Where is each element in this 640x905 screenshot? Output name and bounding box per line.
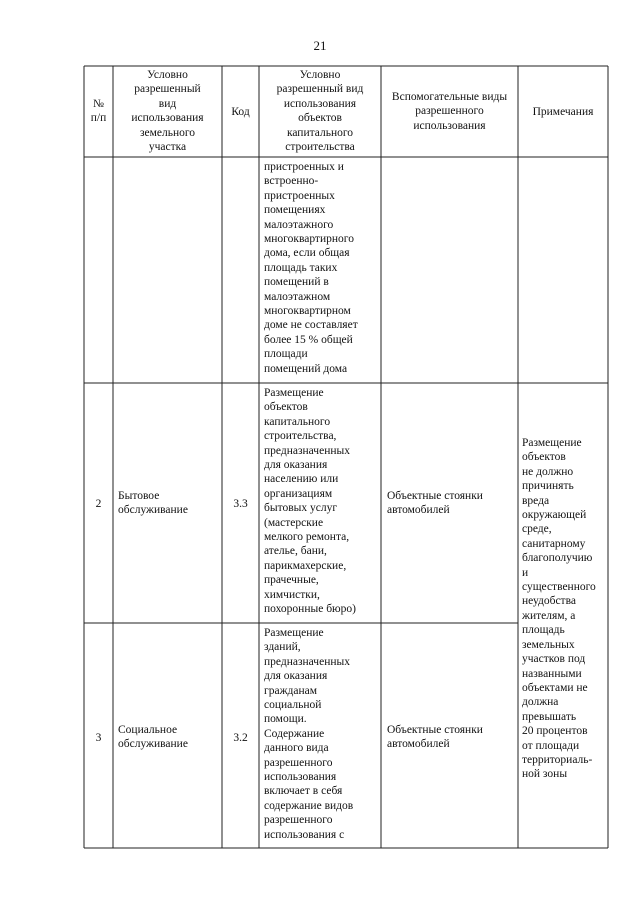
header-conditional-land-use: Условно разрешенный вид использования земельного участка (131, 69, 204, 154)
row3-num: 3 (95, 732, 102, 744)
row1-capital-use: пристроенных и встроенно- пристроенных помещениях малоэтажного многоквартирного дома, если общая площадь таких помещений в малоэтажном многоквартирном доме не составляет более 15 % общей площади помещений дома (264, 161, 358, 375)
page-number: 21 (313, 38, 327, 53)
row2-code: 3.3 (233, 498, 248, 510)
header-conditional-capital-use: Условно разрешенный вид использования объектов капитального строительства (276, 69, 364, 154)
header-notes: Примечания (532, 106, 594, 118)
row2-num: 2 (95, 498, 102, 510)
header-auxiliary-uses: Вспомогательные виды разрешенного использования (391, 91, 508, 132)
header-code: Код (231, 106, 250, 118)
row3-land-use: Социальное обслуживание (118, 724, 188, 751)
row2-capital-use: Размещение объектов капитального строительства, предназначенных для оказания населению или организациям бытовых услуг (мастерские мелкого ремонта, ателье, бани, парикмахерские, прачечные, химчистки, похоронные бюро) (264, 387, 356, 616)
row2-land-use: Бытовое обслуживание (118, 490, 188, 517)
row3-code: 3.2 (233, 732, 248, 744)
row2-auxiliary-uses: Объектные стоянки автомобилей (387, 490, 483, 517)
notes-merged: Размещение объектов не должно причинять вреда окружающей среде, санитарному благополучию и существенного неудобства жителям, а площадь земельных участков под названными объектами не должна превышать 20 процентов от площади территориаль- ной зоны (522, 437, 596, 781)
row3-capital-use: Размещение зданий, предназначенных для оказания гражданам социальной помощи. Содержание данного вида разрешенного использования включает в себя содержание видов разрешенного использования с (264, 627, 354, 841)
header-num: № п/п (90, 98, 107, 125)
row3-auxiliary-uses: Объектные стоянки автомобилей (387, 724, 483, 751)
